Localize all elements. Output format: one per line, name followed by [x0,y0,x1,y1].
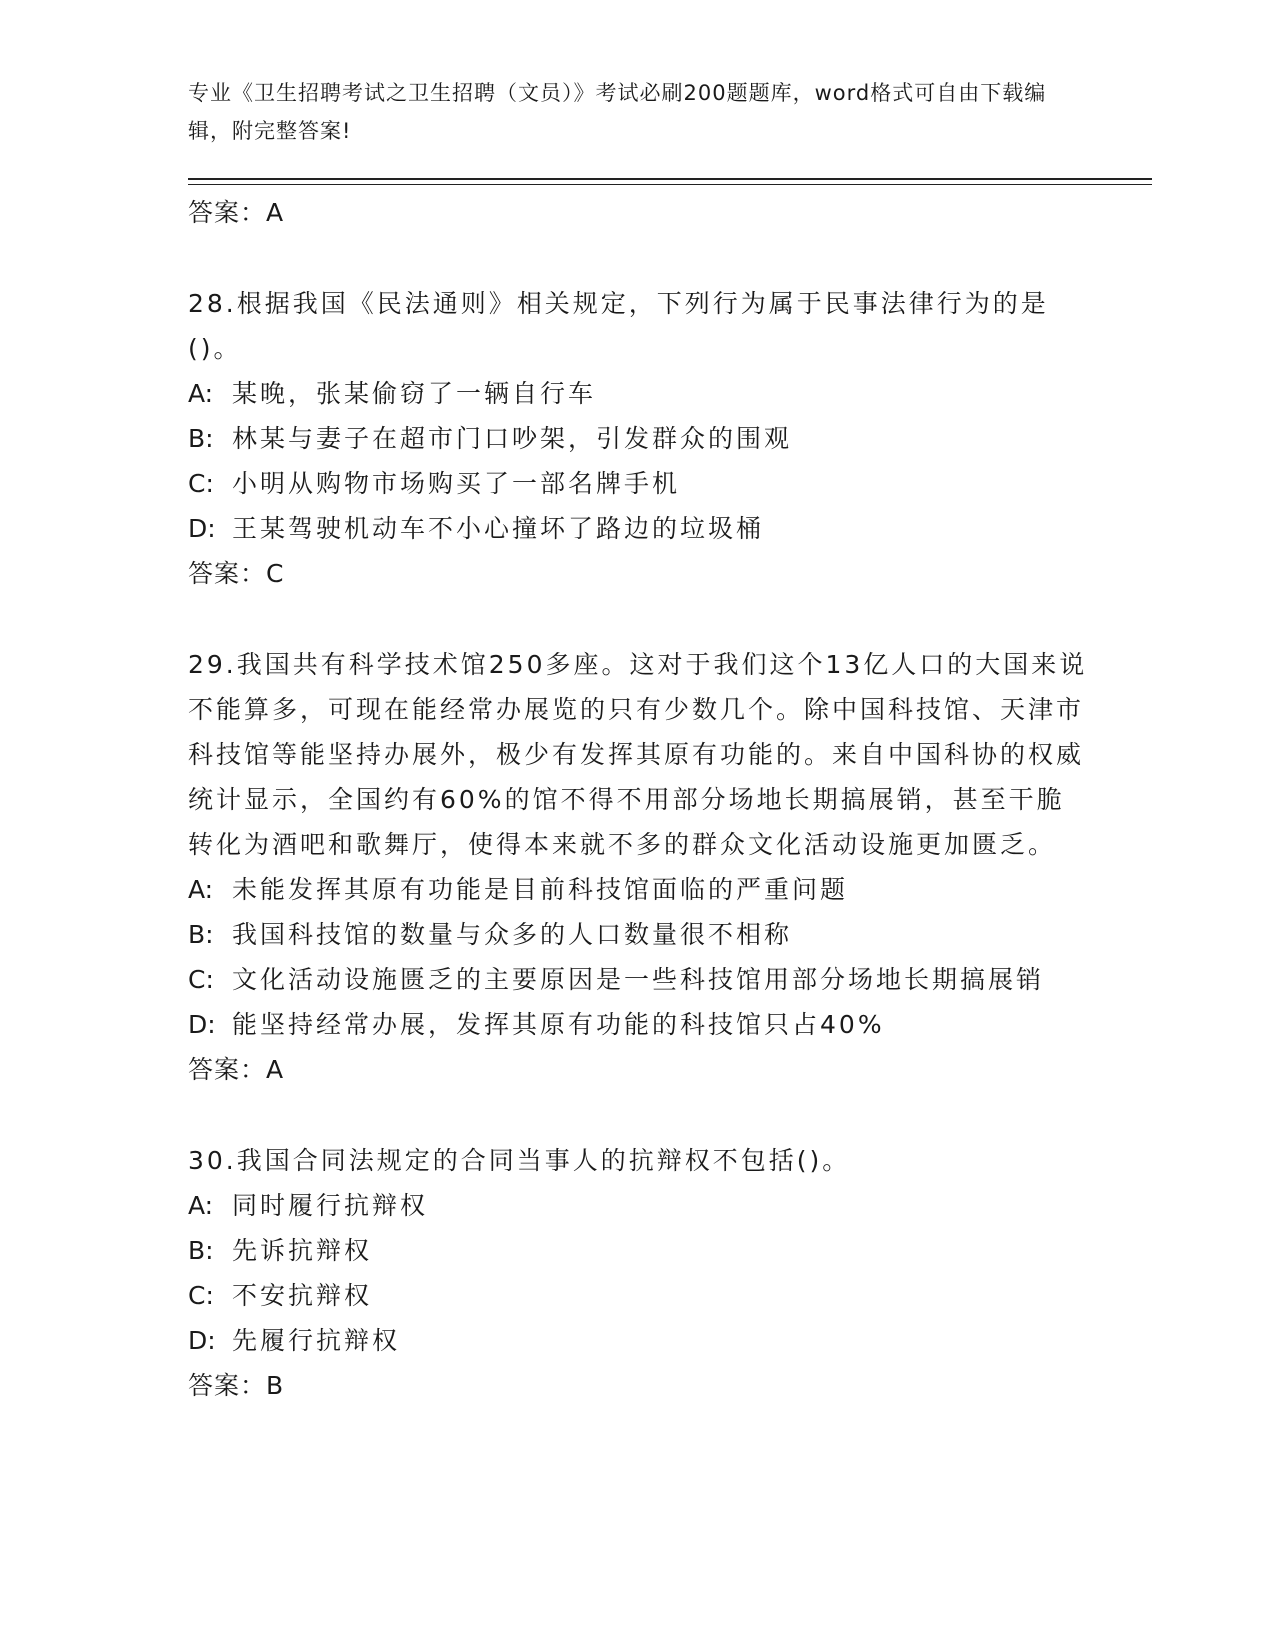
option-key: C: [188,469,214,498]
option-text: 先履行抗辩权 [232,1326,401,1355]
previous-answer: 答案：A [188,198,285,227]
option-c [188,461,1088,506]
question-30 [188,1138,1088,1409]
option-text: 未能发挥其原有功能是目前科技馆面临的严重问题 [232,875,849,904]
option-d [188,506,1088,551]
option-a [188,371,1088,416]
option-text: 先诉抗辩权 [232,1236,373,1265]
option-text: 不安抗辩权 [232,1281,373,1310]
option-b [188,912,1088,957]
question-29 [188,642,1088,1093]
option-key: D: [188,514,216,543]
option-text: 某晚，张某偷窃了一辆自行车 [232,379,597,408]
spacer [188,597,1088,642]
option-text: 我国科技馆的数量与众多的人口数量很不相称 [232,920,793,949]
option-key: B: [188,920,214,949]
question-answer: 答案：C [188,559,285,588]
question-stem: 29.我国共有科学技术馆250多座。这对于我们这个13亿人口的大国来说不能算多，可现在能经常办展览的只有少数几个。除中国科技馆、天津市科技馆等能坚持办展外，极少有发挥其原有功能的。来自中国科协的权威统计显示，全国约有60%的馆不得不用部分场地长期搞展销，甚至干脆转化为酒吧和歌舞厅，使得本来就不多的群众文化活动设施更加匮乏。 [188,650,1088,859]
option-key: A: [188,1191,214,1220]
document-body [188,190,1088,1409]
question-28 [188,281,1088,597]
option-a [188,1183,1088,1228]
option-text: 能坚持经常办展，发挥其原有功能的科技馆只占40% [232,1010,885,1039]
spacer [188,236,1088,281]
option-d [188,1002,1088,1047]
option-key: A: [188,875,214,904]
page-header: 专业《卫生招聘考试之卫生招聘（文员）》考试必刷200题题库，word格式可自由下载编辑，附完整答案! [188,81,1047,143]
question-answer: 答案：B [188,1371,285,1400]
option-key: C: [188,965,214,994]
option-key: D: [188,1010,216,1039]
option-c [188,1273,1088,1318]
option-key: C: [188,1281,214,1310]
header-rule-thick [188,178,1152,180]
question-stem: 28.根据我国《民法通则》相关规定，下列行为属于民事法律行为的是()。 [188,289,1049,363]
spacer [188,1093,1088,1138]
option-c [188,957,1088,1002]
option-key: B: [188,424,214,453]
option-key: D: [188,1326,216,1355]
option-key: A: [188,379,214,408]
option-text: 小明从购物市场购买了一部名牌手机 [232,469,681,498]
option-a [188,867,1088,912]
header-rule-thin [188,184,1152,185]
option-text: 王某驾驶机动车不小心撞坏了路边的垃圾桶 [232,514,765,543]
option-text: 同时履行抗辩权 [232,1191,429,1220]
option-key: B: [188,1236,214,1265]
option-b [188,416,1088,461]
option-d [188,1318,1088,1363]
option-text: 文化活动设施匮乏的主要原因是一些科技馆用部分场地长期搞展销 [232,965,1045,994]
question-answer: 答案：A [188,1055,285,1084]
option-text: 林某与妻子在超市门口吵架，引发群众的围观 [232,424,793,453]
question-stem: 30.我国合同法规定的合同当事人的抗辩权不包括()。 [188,1146,851,1175]
option-b [188,1228,1088,1273]
